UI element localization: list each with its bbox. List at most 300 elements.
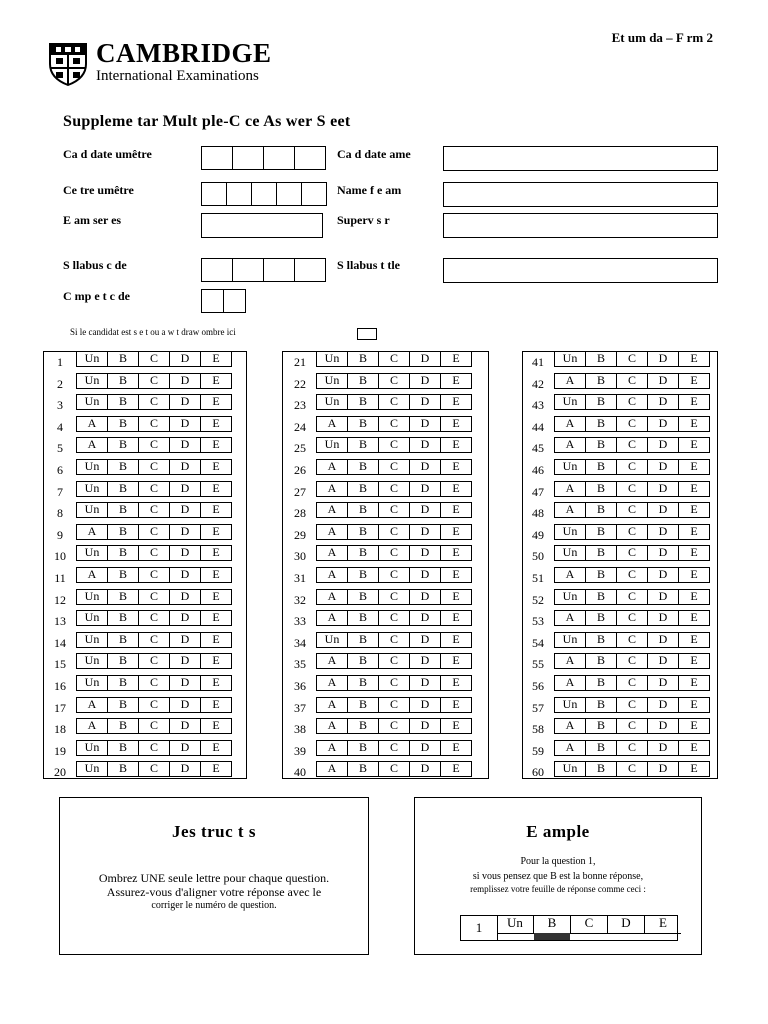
answer-option-d[interactable]: D <box>170 611 201 626</box>
answer-option-d[interactable]: D <box>410 676 441 691</box>
answer-option-a[interactable]: A <box>317 654 348 669</box>
answer-option-d[interactable]: D <box>648 719 679 734</box>
answer-option-c[interactable]: C <box>139 482 170 497</box>
answer-option-d[interactable]: D <box>410 460 441 475</box>
answer-option-b[interactable]: B <box>348 525 379 540</box>
answer-option-c[interactable]: C <box>617 719 648 734</box>
answer-option-d[interactable]: D <box>648 633 679 648</box>
answer-option-a[interactable]: Un <box>317 352 348 367</box>
answer-option-b[interactable]: B <box>348 633 379 648</box>
answer-option-e[interactable]: E <box>201 611 232 626</box>
answer-option-a[interactable]: Un <box>77 741 108 756</box>
answer-option-b[interactable]: B <box>348 611 379 626</box>
answer-option-a[interactable]: A <box>317 698 348 713</box>
answer-option-d[interactable]: D <box>410 654 441 669</box>
answer-option-b[interactable]: B <box>586 482 617 497</box>
answer-option-b[interactable]: B <box>348 546 379 561</box>
candidate-number-boxes[interactable] <box>201 146 326 170</box>
answer-option-b[interactable]: B <box>348 741 379 756</box>
supervisor-box[interactable] <box>443 213 718 238</box>
answer-option-b[interactable]: B <box>586 611 617 626</box>
answer-option-b[interactable]: B <box>586 460 617 475</box>
answer-option-a[interactable]: Un <box>77 633 108 648</box>
answer-option-c[interactable]: C <box>379 352 410 367</box>
answer-option-b[interactable]: B <box>348 395 379 410</box>
answer-option-a[interactable]: A <box>317 762 348 777</box>
answer-option-a[interactable]: A <box>555 719 586 734</box>
answer-option-b[interactable]: B <box>108 546 139 561</box>
answer-option-c[interactable]: C <box>139 374 170 389</box>
answer-option-e[interactable]: E <box>201 460 232 475</box>
answer-option-c[interactable]: C <box>617 503 648 518</box>
answer-option-c[interactable]: C <box>617 676 648 691</box>
answer-option-c[interactable]: C <box>617 482 648 497</box>
answer-option-b[interactable]: B <box>108 503 139 518</box>
answer-option-a[interactable]: Un <box>555 590 586 605</box>
answer-option-a[interactable]: A <box>317 568 348 583</box>
answer-option-b[interactable]: B <box>108 633 139 648</box>
answer-option-e[interactable]: E <box>679 762 710 777</box>
answer-option-a[interactable]: A <box>317 546 348 561</box>
answer-option-e[interactable]: E <box>441 590 472 605</box>
answer-option-c[interactable]: C <box>617 633 648 648</box>
answer-option-b[interactable]: B <box>586 503 617 518</box>
answer-option-e[interactable]: E <box>201 374 232 389</box>
answer-option-d[interactable]: D <box>410 438 441 453</box>
answer-option-a[interactable]: A <box>555 611 586 626</box>
answer-option-d[interactable]: D <box>410 482 441 497</box>
answer-option-c[interactable]: C <box>139 698 170 713</box>
answer-option-a[interactable]: Un <box>77 590 108 605</box>
exam-series-box[interactable] <box>201 213 323 238</box>
answer-option-d[interactable]: D <box>648 590 679 605</box>
answer-option-c[interactable]: C <box>139 719 170 734</box>
answer-option-d[interactable]: D <box>410 762 441 777</box>
answer-option-b[interactable]: B <box>586 374 617 389</box>
answer-option-a[interactable]: A <box>317 590 348 605</box>
answer-option-e[interactable]: E <box>201 503 232 518</box>
answer-option-e[interactable]: E <box>679 503 710 518</box>
answer-option-c[interactable]: C <box>379 482 410 497</box>
answer-option-b[interactable]: B <box>108 352 139 367</box>
answer-option-b[interactable]: B <box>586 546 617 561</box>
answer-option-c[interactable]: C <box>617 525 648 540</box>
answer-option-b[interactable]: B <box>348 482 379 497</box>
answer-option-c[interactable]: C <box>379 525 410 540</box>
answer-option-b[interactable]: B <box>586 568 617 583</box>
answer-option-a[interactable]: Un <box>555 525 586 540</box>
answer-option-a[interactable]: A <box>77 568 108 583</box>
answer-option-a[interactable]: Un <box>77 460 108 475</box>
answer-option-a[interactable]: A <box>555 741 586 756</box>
answer-option-c[interactable]: C <box>139 395 170 410</box>
answer-option-b[interactable]: B <box>586 762 617 777</box>
answer-option-d[interactable]: D <box>170 741 201 756</box>
answer-option-c[interactable]: C <box>139 654 170 669</box>
answer-option-c[interactable]: C <box>139 460 170 475</box>
answer-option-a[interactable]: Un <box>77 374 108 389</box>
answer-option-b[interactable]: B <box>348 762 379 777</box>
answer-option-c[interactable]: C <box>379 633 410 648</box>
answer-option-a[interactable]: Un <box>77 676 108 691</box>
answer-option-e[interactable]: E <box>201 417 232 432</box>
answer-option-d[interactable]: D <box>648 438 679 453</box>
answer-option-d[interactable]: D <box>170 698 201 713</box>
answer-option-c[interactable]: C <box>617 460 648 475</box>
answer-option-e[interactable]: E <box>679 633 710 648</box>
answer-option-b[interactable]: B <box>348 568 379 583</box>
answer-option-a[interactable]: A <box>555 676 586 691</box>
answer-option-c[interactable]: C <box>379 460 410 475</box>
answer-option-b[interactable]: B <box>108 676 139 691</box>
answer-option-c[interactable]: C <box>139 633 170 648</box>
answer-option-d[interactable]: D <box>648 654 679 669</box>
answer-option-a[interactable]: Un <box>555 633 586 648</box>
answer-option-c[interactable]: C <box>379 395 410 410</box>
answer-option-a[interactable]: A <box>317 611 348 626</box>
answer-option-c[interactable]: C <box>379 719 410 734</box>
answer-option-b[interactable]: B <box>108 395 139 410</box>
answer-option-a[interactable]: A <box>77 525 108 540</box>
answer-option-d[interactable]: D <box>410 741 441 756</box>
answer-option-d[interactable]: D <box>170 460 201 475</box>
answer-option-a[interactable]: Un <box>77 546 108 561</box>
answer-option-e[interactable]: E <box>441 503 472 518</box>
answer-option-b[interactable]: B <box>108 460 139 475</box>
answer-option-e[interactable]: E <box>441 546 472 561</box>
answer-option-b[interactable]: B <box>586 417 617 432</box>
answer-option-c[interactable]: C <box>379 654 410 669</box>
answer-option-e[interactable]: E <box>679 395 710 410</box>
answer-option-d[interactable]: D <box>170 633 201 648</box>
answer-option-d[interactable]: D <box>648 503 679 518</box>
answer-option-b[interactable]: B <box>108 590 139 605</box>
answer-option-d[interactable]: D <box>170 503 201 518</box>
answer-option-b[interactable]: B <box>348 417 379 432</box>
answer-option-d[interactable]: D <box>170 654 201 669</box>
answer-option-a[interactable]: A <box>77 438 108 453</box>
answer-option-a[interactable]: Un <box>317 374 348 389</box>
answer-option-d[interactable]: D <box>648 482 679 497</box>
answer-option-e[interactable]: E <box>441 482 472 497</box>
answer-option-d[interactable]: D <box>410 611 441 626</box>
answer-option-c[interactable]: C <box>617 395 648 410</box>
answer-option-e[interactable]: E <box>441 374 472 389</box>
answer-option-c[interactable]: C <box>379 503 410 518</box>
answer-option-e[interactable]: E <box>679 460 710 475</box>
answer-option-c[interactable]: C <box>617 374 648 389</box>
answer-option-d[interactable]: D <box>170 352 201 367</box>
answer-option-a[interactable]: Un <box>77 395 108 410</box>
answer-option-d[interactable]: D <box>648 762 679 777</box>
centre-number-boxes[interactable] <box>201 182 327 206</box>
answer-option-e[interactable]: E <box>201 352 232 367</box>
answer-option-a[interactable]: A <box>77 719 108 734</box>
answer-option-c[interactable]: C <box>379 698 410 713</box>
answer-option-e[interactable]: E <box>441 698 472 713</box>
answer-option-d[interactable]: D <box>410 568 441 583</box>
answer-option-d[interactable]: D <box>170 525 201 540</box>
answer-option-d[interactable]: D <box>648 698 679 713</box>
answer-option-c[interactable]: C <box>379 590 410 605</box>
answer-option-b[interactable]: B <box>586 741 617 756</box>
syllabus-title-box[interactable] <box>443 258 718 283</box>
absent-box[interactable] <box>357 328 377 340</box>
answer-option-c[interactable]: C <box>139 417 170 432</box>
answer-option-e[interactable]: E <box>201 590 232 605</box>
centre-name-box[interactable] <box>443 182 718 207</box>
answer-option-c[interactable]: C <box>379 417 410 432</box>
answer-option-b[interactable]: B <box>348 374 379 389</box>
answer-option-e[interactable]: E <box>201 438 232 453</box>
answer-option-e[interactable]: E <box>679 525 710 540</box>
answer-option-d[interactable]: D <box>648 546 679 561</box>
answer-option-a[interactable]: A <box>317 460 348 475</box>
answer-option-c[interactable]: C <box>139 676 170 691</box>
answer-option-e[interactable]: E <box>441 438 472 453</box>
answer-option-a[interactable]: A <box>317 503 348 518</box>
answer-option-a[interactable]: Un <box>317 438 348 453</box>
answer-option-d[interactable]: D <box>648 374 679 389</box>
answer-option-b[interactable]: B <box>108 438 139 453</box>
answer-option-d[interactable]: D <box>170 568 201 583</box>
answer-option-a[interactable]: Un <box>77 503 108 518</box>
answer-option-e[interactable]: E <box>679 654 710 669</box>
answer-option-b[interactable]: B <box>348 698 379 713</box>
answer-option-a[interactable]: Un <box>555 546 586 561</box>
answer-option-e[interactable]: E <box>201 482 232 497</box>
answer-option-a[interactable]: Un <box>77 611 108 626</box>
answer-option-c[interactable]: C <box>379 438 410 453</box>
answer-option-d[interactable]: D <box>410 352 441 367</box>
answer-option-b[interactable]: B <box>108 762 139 777</box>
answer-option-c[interactable]: C <box>617 417 648 432</box>
answer-option-d[interactable]: D <box>410 417 441 432</box>
answer-option-d[interactable]: D <box>648 676 679 691</box>
answer-option-a[interactable]: Un <box>555 352 586 367</box>
answer-option-e[interactable]: E <box>441 633 472 648</box>
answer-option-b[interactable]: B <box>586 719 617 734</box>
answer-option-b[interactable]: B <box>108 654 139 669</box>
answer-option-e[interactable]: E <box>201 568 232 583</box>
answer-option-b[interactable]: B <box>108 698 139 713</box>
answer-option-e[interactable]: E <box>679 438 710 453</box>
answer-option-a[interactable]: A <box>317 676 348 691</box>
answer-option-b[interactable]: B <box>108 611 139 626</box>
answer-option-a[interactable]: A <box>317 417 348 432</box>
answer-option-c[interactable]: C <box>139 611 170 626</box>
answer-option-e[interactable]: E <box>679 546 710 561</box>
answer-option-e[interactable]: E <box>201 762 232 777</box>
answer-option-b[interactable]: B <box>108 482 139 497</box>
answer-option-b[interactable]: B <box>586 654 617 669</box>
answer-option-e[interactable]: E <box>441 676 472 691</box>
answer-option-b[interactable]: B <box>586 395 617 410</box>
answer-option-b[interactable]: B <box>348 654 379 669</box>
answer-option-a[interactable]: A <box>555 374 586 389</box>
answer-option-a[interactable]: A <box>555 438 586 453</box>
answer-option-b[interactable]: B <box>586 633 617 648</box>
answer-option-c[interactable]: C <box>617 698 648 713</box>
answer-option-b[interactable]: B <box>586 590 617 605</box>
answer-option-a[interactable]: A <box>317 719 348 734</box>
component-code-boxes[interactable] <box>201 289 246 313</box>
answer-option-c[interactable]: C <box>139 503 170 518</box>
answer-option-c[interactable]: C <box>617 654 648 669</box>
answer-option-b[interactable]: B <box>348 438 379 453</box>
answer-option-d[interactable]: D <box>410 719 441 734</box>
answer-option-a[interactable]: A <box>555 503 586 518</box>
answer-option-b[interactable]: B <box>108 417 139 432</box>
answer-option-a[interactable]: Un <box>555 395 586 410</box>
answer-option-b[interactable]: B <box>108 525 139 540</box>
answer-option-a[interactable]: Un <box>555 762 586 777</box>
answer-option-c[interactable]: C <box>617 611 648 626</box>
answer-option-e[interactable]: E <box>201 395 232 410</box>
answer-option-a[interactable]: A <box>317 482 348 497</box>
answer-option-c[interactable]: C <box>139 568 170 583</box>
answer-option-a[interactable]: A <box>555 417 586 432</box>
answer-option-b[interactable]: B <box>348 590 379 605</box>
answer-option-c[interactable]: C <box>617 762 648 777</box>
answer-option-d[interactable]: D <box>648 611 679 626</box>
answer-option-c[interactable]: C <box>379 741 410 756</box>
answer-option-d[interactable]: D <box>410 374 441 389</box>
answer-option-c[interactable]: C <box>139 352 170 367</box>
answer-option-c[interactable]: C <box>379 762 410 777</box>
answer-option-e[interactable]: E <box>441 525 472 540</box>
answer-option-b[interactable]: B <box>348 460 379 475</box>
answer-option-e[interactable]: E <box>679 417 710 432</box>
answer-option-e[interactable]: E <box>201 546 232 561</box>
answer-option-d[interactable]: D <box>648 568 679 583</box>
answer-option-c[interactable]: C <box>379 676 410 691</box>
answer-option-d[interactable]: D <box>648 460 679 475</box>
answer-option-b[interactable]: B <box>586 698 617 713</box>
answer-option-e[interactable]: E <box>441 762 472 777</box>
answer-option-d[interactable]: D <box>410 525 441 540</box>
answer-option-b[interactable]: B <box>108 568 139 583</box>
answer-option-a[interactable]: A <box>77 698 108 713</box>
answer-option-e[interactable]: E <box>679 719 710 734</box>
answer-option-c[interactable]: C <box>139 590 170 605</box>
answer-option-b[interactable]: B <box>108 719 139 734</box>
answer-option-e[interactable]: E <box>441 568 472 583</box>
answer-option-c[interactable]: C <box>617 590 648 605</box>
answer-option-d[interactable]: D <box>170 590 201 605</box>
answer-option-d[interactable]: D <box>648 352 679 367</box>
answer-option-b[interactable]: B <box>348 676 379 691</box>
answer-option-d[interactable]: D <box>170 719 201 734</box>
answer-option-d[interactable]: D <box>170 374 201 389</box>
answer-option-e[interactable]: E <box>679 611 710 626</box>
answer-option-c[interactable]: C <box>617 568 648 583</box>
answer-option-d[interactable]: D <box>410 546 441 561</box>
answer-option-e[interactable]: E <box>441 417 472 432</box>
answer-option-e[interactable]: E <box>679 374 710 389</box>
answer-option-a[interactable]: Un <box>317 395 348 410</box>
answer-option-d[interactable]: D <box>170 438 201 453</box>
answer-option-c[interactable]: C <box>379 568 410 583</box>
answer-option-e[interactable]: E <box>441 611 472 626</box>
answer-option-d[interactable]: D <box>170 395 201 410</box>
answer-option-a[interactable]: Un <box>555 460 586 475</box>
answer-option-d[interactable]: D <box>648 741 679 756</box>
answer-option-e[interactable]: E <box>441 741 472 756</box>
answer-option-c[interactable]: C <box>139 546 170 561</box>
answer-option-c[interactable]: C <box>379 611 410 626</box>
answer-option-e[interactable]: E <box>441 654 472 669</box>
answer-option-a[interactable]: A <box>555 482 586 497</box>
answer-option-c[interactable]: C <box>379 546 410 561</box>
answer-option-a[interactable]: A <box>555 654 586 669</box>
answer-option-e[interactable]: E <box>679 482 710 497</box>
answer-option-b[interactable]: B <box>348 719 379 734</box>
answer-option-d[interactable]: D <box>648 417 679 432</box>
answer-option-b[interactable]: B <box>348 503 379 518</box>
answer-option-d[interactable]: D <box>648 525 679 540</box>
answer-option-a[interactable]: Un <box>555 698 586 713</box>
answer-option-e[interactable]: E <box>201 633 232 648</box>
answer-option-c[interactable]: C <box>379 374 410 389</box>
answer-option-a[interactable]: A <box>555 568 586 583</box>
syllabus-code-boxes[interactable] <box>201 258 326 282</box>
answer-option-d[interactable]: D <box>410 395 441 410</box>
answer-option-e[interactable]: E <box>679 352 710 367</box>
answer-option-e[interactable]: E <box>441 352 472 367</box>
answer-option-b[interactable]: B <box>586 676 617 691</box>
answer-option-d[interactable]: D <box>170 762 201 777</box>
answer-option-d[interactable]: D <box>170 417 201 432</box>
answer-option-b[interactable]: B <box>108 374 139 389</box>
answer-option-d[interactable]: D <box>410 698 441 713</box>
answer-option-d[interactable]: D <box>170 482 201 497</box>
answer-option-e[interactable]: E <box>201 525 232 540</box>
answer-option-c[interactable]: C <box>139 762 170 777</box>
answer-option-a[interactable]: Un <box>317 633 348 648</box>
answer-option-e[interactable]: E <box>679 698 710 713</box>
answer-option-b[interactable]: B <box>586 525 617 540</box>
answer-option-e[interactable]: E <box>441 460 472 475</box>
answer-option-d[interactable]: D <box>170 546 201 561</box>
answer-option-a[interactable]: A <box>317 525 348 540</box>
candidate-name-box[interactable] <box>443 146 718 171</box>
answer-option-c[interactable]: C <box>617 546 648 561</box>
answer-option-e[interactable]: E <box>679 676 710 691</box>
answer-option-e[interactable]: E <box>441 719 472 734</box>
answer-option-c[interactable]: C <box>617 438 648 453</box>
answer-option-e[interactable]: E <box>201 698 232 713</box>
answer-option-d[interactable]: D <box>410 503 441 518</box>
answer-option-a[interactable]: Un <box>77 482 108 497</box>
answer-option-d[interactable]: D <box>170 676 201 691</box>
answer-option-b[interactable]: B <box>586 352 617 367</box>
answer-option-d[interactable]: D <box>410 633 441 648</box>
answer-option-e[interactable]: E <box>441 395 472 410</box>
answer-option-c[interactable]: C <box>139 525 170 540</box>
answer-option-b[interactable]: B <box>348 352 379 367</box>
answer-option-a[interactable]: Un <box>77 762 108 777</box>
answer-option-e[interactable]: E <box>201 676 232 691</box>
answer-option-e[interactable]: E <box>679 590 710 605</box>
answer-option-e[interactable]: E <box>201 654 232 669</box>
answer-option-e[interactable]: E <box>679 568 710 583</box>
answer-option-c[interactable]: C <box>617 352 648 367</box>
answer-option-c[interactable]: C <box>139 741 170 756</box>
answer-option-c[interactable]: C <box>139 438 170 453</box>
answer-option-e[interactable]: E <box>201 719 232 734</box>
answer-option-b[interactable]: B <box>586 438 617 453</box>
